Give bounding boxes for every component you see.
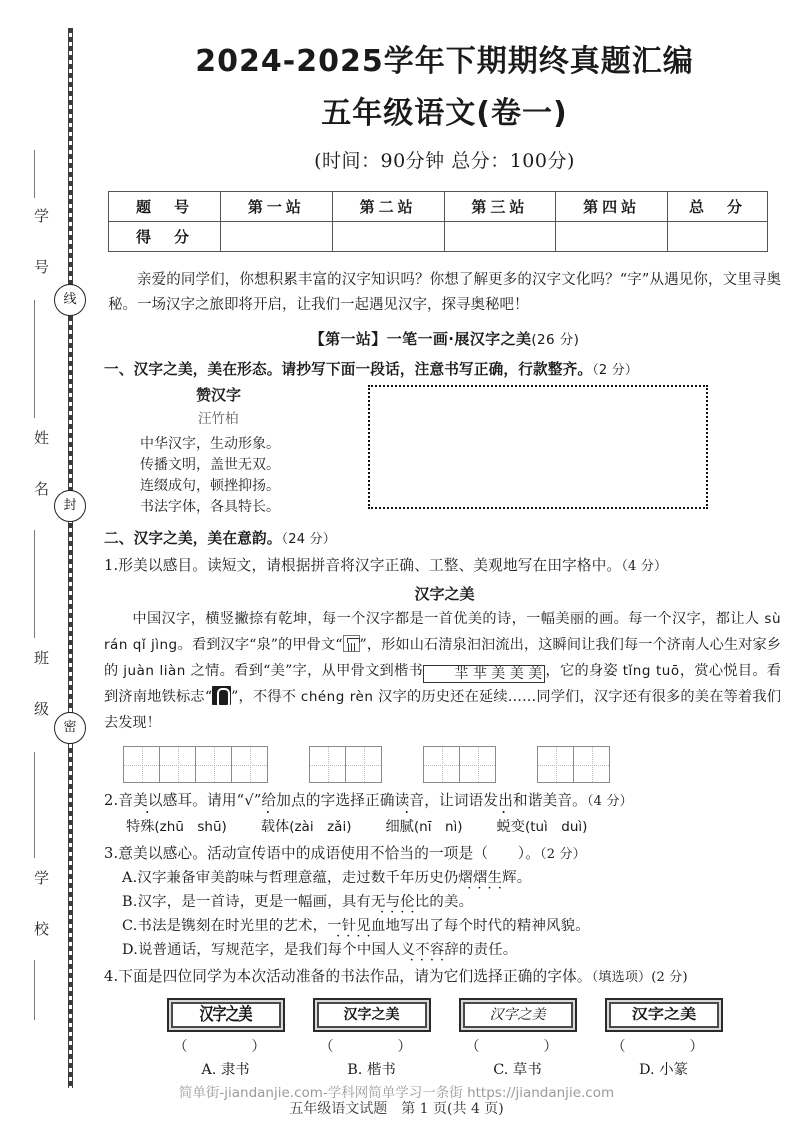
tianzige-cell[interactable] (423, 746, 460, 783)
reading-options[interactable]: (zài zǎi) (289, 819, 352, 835)
copy-exercise-row (106, 385, 783, 518)
option-b-pre: 汉字，是一首诗，更是一幅画，具有 (137, 894, 372, 910)
question-1-heading (104, 358, 781, 379)
word-suffix: 体 (275, 819, 290, 835)
option-b-post: 的美。 (429, 894, 474, 910)
word-suffix: 变 (510, 819, 525, 835)
tianzige-cell[interactable] (459, 746, 496, 783)
score-table-col-station1: 第一站 (221, 192, 333, 222)
question-2-4-note: （填选项）(2 分) (591, 970, 688, 985)
tianzige-group-4 (538, 746, 610, 783)
calligraphy-plaque-row (96, 998, 793, 1056)
dotted-character: 蜕 (496, 819, 511, 835)
station-one-title: 【第一站】一笔一画·展汉字之美 (309, 330, 532, 348)
field-student-number: 学 号 (32, 208, 50, 283)
question-2-1-points: （4 分） (621, 559, 668, 574)
question-2-2-prompt (104, 789, 781, 810)
plaque-cell-4 (602, 998, 726, 1056)
seal-rule (34, 752, 35, 858)
table-row (109, 192, 768, 222)
question-2-4-prompt (104, 965, 781, 986)
poem-line: 书法字体，各具特长。 (140, 499, 280, 515)
poem-author: 汪竹柏 (198, 411, 239, 427)
seal-perforation-line (68, 28, 73, 1088)
pinyin-tingtuo: tǐng tuō (622, 663, 680, 679)
intro-paragraph: 亲爱的同学们，你想积累丰富的汉字知识吗？你想了解更多的汉字文化吗？“字”从遇见你，文里寻奥秘。一场汉字之旅即将开启，让我们一起遇见汉字，探寻奥秘吧！ (108, 272, 781, 313)
dotted-character: 腻 (399, 819, 414, 835)
tianzige-cell[interactable] (573, 746, 610, 783)
handwriting-answer-box[interactable] (368, 385, 708, 509)
option-b-idiom: 无与伦比 ···· (371, 890, 429, 911)
script-label-row (96, 1056, 793, 1079)
plaque-cell-3 (456, 998, 580, 1056)
plaque-cell-2 (310, 998, 434, 1056)
script-label-cell-b (310, 1056, 434, 1079)
plaque-text: 汉字之美 (489, 1007, 546, 1023)
passage-seg-4: 之情。看到“美”字，从甲骨文到楷书 (185, 663, 424, 679)
option-c-key: C. (122, 918, 138, 934)
pinyin-chengren: chéng rèn (300, 689, 374, 705)
question-2-heading (104, 527, 781, 548)
tianzige-cell[interactable] (345, 746, 382, 783)
passage-body (104, 606, 781, 736)
plaque-text: 汉字之美 (199, 1005, 252, 1025)
reading-options[interactable]: (nī nì) (413, 819, 463, 835)
word-prefix: 特 (126, 819, 141, 835)
option-a-pre: 汉字兼备审美韵味与哲理意蕴，走过数千年历史仍 (137, 870, 459, 886)
poem-line: 传播文明，盖世无双。 (140, 457, 280, 473)
score-table-col-station4: 第四站 (556, 192, 668, 222)
plaque-text: 汉字之美 (343, 1007, 400, 1023)
script-label-cell-d (602, 1056, 726, 1079)
score-cell-station2[interactable] (332, 222, 444, 252)
tianzige-cell[interactable] (231, 746, 268, 783)
score-cell-total[interactable] (668, 222, 768, 252)
exam-page (96, 0, 793, 1122)
score-table-row-label-score: 得 分 (109, 222, 221, 252)
tianzige-group-2 (310, 746, 382, 783)
pinyin-suranqijing: sù rán qǐ jìng (104, 611, 781, 653)
table-row (109, 222, 768, 252)
tianzige-cell[interactable] (123, 746, 160, 783)
question-2-2-text: 2.音美以感耳。请用“√”给加点的字选择正确读音，让词语发出和谐美音。 (104, 792, 587, 809)
score-table-wrapper (108, 191, 785, 252)
poem-title: 赞汉字 (196, 386, 242, 404)
score-table-col-station2: 第二站 (332, 192, 444, 222)
question-1-points: （2 分） (592, 363, 639, 378)
option-d-post: 的责任。 (459, 942, 518, 958)
option-b-key: B. (122, 894, 138, 910)
pronunciation-item[interactable] (497, 815, 588, 836)
seal-badge-mi: 密 (54, 712, 86, 744)
plaque-answer-blank-4[interactable]: （ ） (611, 1039, 716, 1055)
tianzige-cell[interactable] (309, 746, 346, 783)
reading-options[interactable]: (tuì duì) (524, 819, 588, 835)
reading-options[interactable]: (zhū shū) (154, 819, 227, 835)
script-label-b: B. 楷书 (347, 1062, 396, 1078)
station-one-points: (26 分) (531, 332, 580, 348)
pronunciation-item[interactable] (261, 815, 352, 836)
question-2-points: （24 分） (281, 532, 336, 547)
page-subtitle: 五年级语文(卷一) (321, 96, 568, 131)
score-table-col-total: 总 分 (668, 192, 768, 222)
tianzige-cell[interactable] (195, 746, 232, 783)
passage-seg-1: 中国汉字，横竖撇捺有乾坤，每一个汉字都是一首优美的诗，一幅美丽的画。每一个汉字，都让人 (132, 611, 765, 627)
plaque-cell-1 (164, 998, 288, 1056)
page-footer: 五年级语文试题 第 1 页(共 4 页) (289, 1101, 504, 1117)
question-1-text: 一、汉字之美，美在形态。请抄写下面一段话，注意书写正确，行款整齐。 (104, 361, 593, 378)
script-label-a: A. 隶书 (201, 1062, 250, 1078)
option-a[interactable] (122, 866, 781, 887)
question-2-1-prompt (104, 554, 781, 575)
plaque-answer-blank-2[interactable]: （ ） (319, 1039, 424, 1055)
passage-seg-8: 汉字的历史还在延续……同学们，汉字还有很多的美在等着我们去发现！ (104, 689, 782, 731)
seal-badge-feng: 封 (54, 490, 86, 522)
question-2-3-prompt (104, 842, 781, 863)
passage-seg-3: ”，形如山石清泉汩汩流出，这瞬间让我们每一个济南人心生对家乡的 (104, 637, 781, 679)
passage-seg-7: ”，不得不 (231, 689, 301, 705)
option-d-pre: 说普通话，写规范字，是我们每个中国人 (138, 942, 401, 958)
seal-rule (34, 530, 35, 638)
passage-seg-6: ，赏心悦目。看到济南地铁标志“ (104, 663, 781, 705)
question-2-4-text: 4.下面是四位同学为本次活动准备的书法作品，请为它们选择正确的字体。 (104, 968, 592, 985)
calligraphy-plaque-seal-script (167, 998, 285, 1032)
calligraphy-plaque-regular-script (313, 998, 431, 1032)
oracle-bone-quan-icon (343, 635, 360, 652)
tianzige-cell[interactable] (159, 746, 196, 783)
tianzige-group-3 (424, 746, 496, 783)
score-table-row-label-question: 题 号 (109, 192, 221, 222)
seal-binding-strip (0, 0, 96, 1122)
option-a-idiom: 熠熠生辉 ···· (458, 866, 516, 887)
score-cell-station3[interactable] (444, 222, 556, 252)
question-2-3-text: 3.意美以感心。活动宣传语中的成语使用不恰当的一项是（ ）。 (104, 845, 541, 862)
seal-rule (34, 150, 35, 198)
script-label-cell-a (164, 1056, 288, 1079)
tianzige-cell[interactable] (537, 746, 574, 783)
option-c-pre: 书法是镌刻在时光里的艺术， (137, 918, 328, 934)
dotted-character: 殊 (140, 819, 155, 835)
poem-line: 连缀成句，顿挫抑扬。 (140, 478, 280, 494)
pronunciation-choice-row (126, 815, 793, 836)
field-class: 班 级 (32, 650, 50, 725)
station-one-heading (96, 328, 793, 349)
page-title: 2024-2025学年下期期终真题汇编 (195, 44, 694, 79)
score-table-col-station3: 第三站 (444, 192, 556, 222)
option-d-key: D. (122, 942, 138, 958)
poem-block (106, 385, 368, 518)
option-c[interactable] (122, 914, 781, 935)
score-cell-station4[interactable] (556, 222, 668, 252)
dotted-character: 载 (260, 819, 275, 835)
seal-badge-xian: 线 (54, 284, 86, 316)
plaque-answer-blank-1[interactable]: （ ） (173, 1039, 278, 1055)
script-label-c: C. 草书 (493, 1062, 542, 1078)
mei-script-evolution-glyphs: 羋 芈 美 美 美 (423, 665, 545, 683)
option-c-idiom: 一针见血 ···· (327, 914, 385, 935)
question-2-1-text: 1.形美以感目。读短文，请根据拼音将汉字正确、工整、美观地写在田字格中。 (104, 557, 622, 574)
exam-meta: (时间：90分钟 总分：100分) (314, 150, 575, 172)
score-table (108, 191, 768, 252)
score-cell-station1[interactable] (221, 222, 333, 252)
field-school: 学 校 (32, 870, 50, 945)
option-c-post: 地写出了每个时代的精神风貌。 (385, 918, 590, 934)
pinyin-juanlian: juàn liàn (123, 663, 186, 679)
option-b[interactable] (122, 890, 781, 911)
passage-title: 汉字之美 (414, 585, 475, 603)
option-d[interactable] (122, 938, 781, 959)
option-a-post: 。 (516, 870, 532, 886)
word-prefix: 细 (385, 819, 400, 835)
site-watermark: 简单街-jiandanjie.com-学科网简单学习一条街 https://jiandanjie.com (178, 1085, 615, 1101)
poem-line: 中华汉字，生动形象。 (140, 436, 280, 452)
tianzige-group-1 (124, 746, 268, 783)
question-2-text: 二、汉字之美，美在意韵。 (104, 530, 282, 547)
passage-seg-5: ，它的身姿 (545, 663, 623, 679)
calligraphy-plaque-clerical-script (605, 998, 723, 1032)
pronunciation-item[interactable] (385, 815, 462, 836)
jinan-metro-logo-icon (212, 686, 231, 705)
seal-rule (34, 300, 35, 418)
option-a-key: A. (122, 870, 138, 886)
question-2-2-points: （4 分） (586, 794, 633, 809)
plaque-answer-blank-3[interactable]: （ ） (465, 1039, 570, 1055)
script-label-d: D. 小篆 (639, 1062, 688, 1078)
field-student-name: 姓 名 (32, 430, 50, 505)
script-label-cell-c (456, 1056, 580, 1079)
option-d-idiom: 义不容辞 ···· (401, 938, 459, 959)
passage-seg-2: 。看到汉字“泉”的甲骨文“ (177, 637, 343, 653)
calligraphy-plaque-cursive-script (459, 998, 577, 1032)
tianzige-grid-row (124, 746, 793, 783)
pronunciation-item[interactable] (126, 815, 227, 836)
plaque-text: 汉字之美 (631, 1007, 696, 1023)
seal-rule (34, 960, 35, 1020)
question-2-3-points: （2 分） (540, 847, 586, 862)
